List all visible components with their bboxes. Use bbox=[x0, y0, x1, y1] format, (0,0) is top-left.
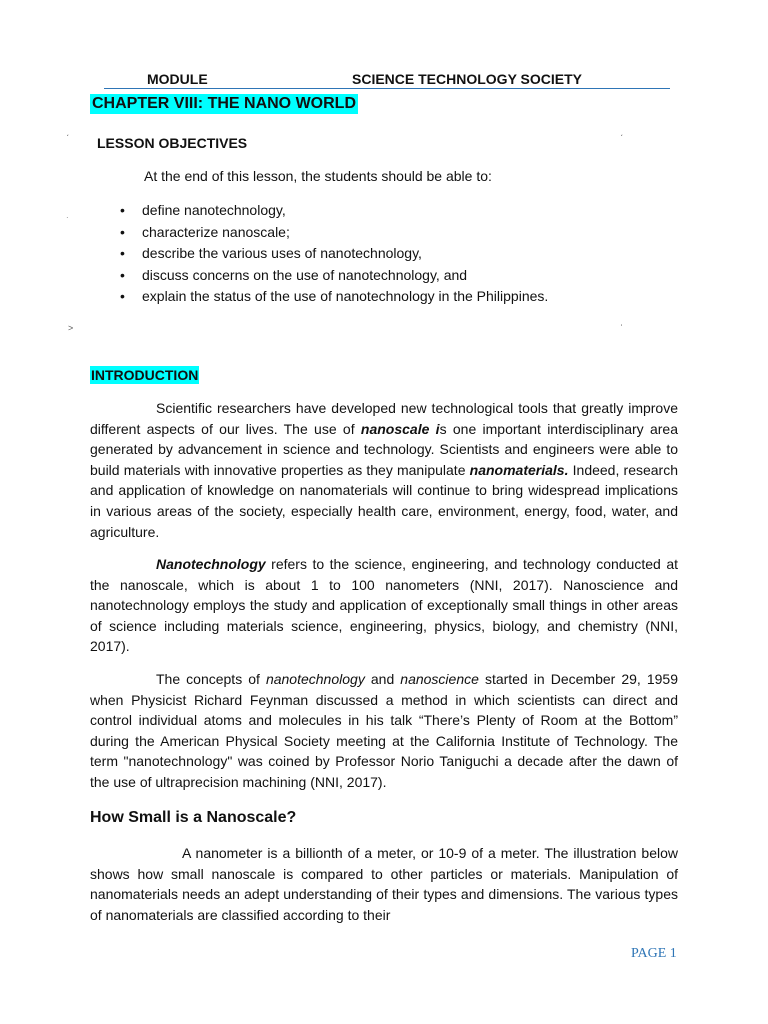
list-item: • characterize nanoscale; bbox=[120, 222, 548, 244]
bullet-icon: • bbox=[120, 223, 125, 240]
chapter-title: CHAPTER VIII: THE NANO WORLD bbox=[92, 95, 356, 112]
nanoscale-paragraph: A nanometer is a billionth of a meter, or 10-9 of a meter. The illustration below shows how small nanoscale is compared to other particles or materials. Manipulation of nanomaterials needs an adept understanding of their types and dimensions. The various types of nanomaterials are classified according to their bbox=[90, 845, 678, 923]
intro-paragraph-2: Nanotechnology refers to the science, engineering, and technology conducted at the nanoscale, which is about 1 to 100 nanometers (NNI, 2017). Nanoscience and nanotechnology employs the study and application of exceptionally small things in other areas of science including materials science, engineering, physics, biology, and chemistry (NNI, 2017). bbox=[90, 556, 678, 655]
scan-mark: ˃ bbox=[68, 323, 74, 333]
page-number: PAGE 1 bbox=[631, 946, 677, 961]
bullet-icon: • bbox=[120, 202, 125, 218]
list-item: • discuss concerns on the use of nanotechnology, and bbox=[120, 265, 548, 287]
module-label: MODULE bbox=[147, 71, 208, 87]
scan-mark: ˏ bbox=[620, 126, 623, 136]
list-item: • explain the status of the use of nanotechnology in the Philippines. bbox=[120, 286, 548, 308]
course-title: SCIENCE TECHNOLOGY SOCIETY bbox=[352, 71, 582, 87]
intro-paragraph-1: Scientific researchers have developed new technological tools that greatly improve different aspects of our lives. The use of nanoscale is one important interdisciplinary area generated by advancement in science and technology. Scientists and engineers were able to build materials with innovative properties as they manipulate nanomaterials. Indeed, research and application of knowledge on nanomaterials will continue to bring widespread implications in various areas of the society, especially health care, environment, energy, food, water, and agriculture. bbox=[90, 400, 678, 540]
bullet-icon: • bbox=[120, 266, 125, 283]
bullet-icon: • bbox=[120, 288, 125, 304]
section-heading: How Small is a Nanoscale? bbox=[90, 809, 297, 826]
header-divider bbox=[104, 88, 670, 89]
scan-mark: ˏ bbox=[66, 126, 69, 136]
list-item: • define nanotechnology, bbox=[120, 200, 548, 222]
introduction-heading: INTRODUCTION bbox=[91, 367, 199, 383]
intro-paragraph-3: The concepts of nanotechnology and nanoscience started in December 29, 1959 when Physicist Richard Feynman discussed a method in which scientists can direct and control individual atoms and molecules in his talk “There’s Plenty of Room at the Bottom” during the American Physical Society meeting at the California Institute of Technology. The term "nanotechnology" was coined by Professor Norio Taniguchi a decade after the dawn of the use of ultraprecision machining (NNI, 2017). bbox=[90, 671, 678, 790]
scan-mark: ˑ bbox=[66, 214, 69, 224]
scan-mark: ʾ bbox=[620, 323, 623, 333]
objectives-intro: At the end of this lesson, the students should be able to: bbox=[144, 168, 492, 184]
lesson-objectives-heading: LESSON OBJECTIVES bbox=[97, 135, 248, 151]
bullet-icon: • bbox=[120, 245, 125, 261]
list-item: • describe the various uses of nanotechnology, bbox=[120, 243, 548, 265]
objectives-list bbox=[120, 200, 548, 308]
